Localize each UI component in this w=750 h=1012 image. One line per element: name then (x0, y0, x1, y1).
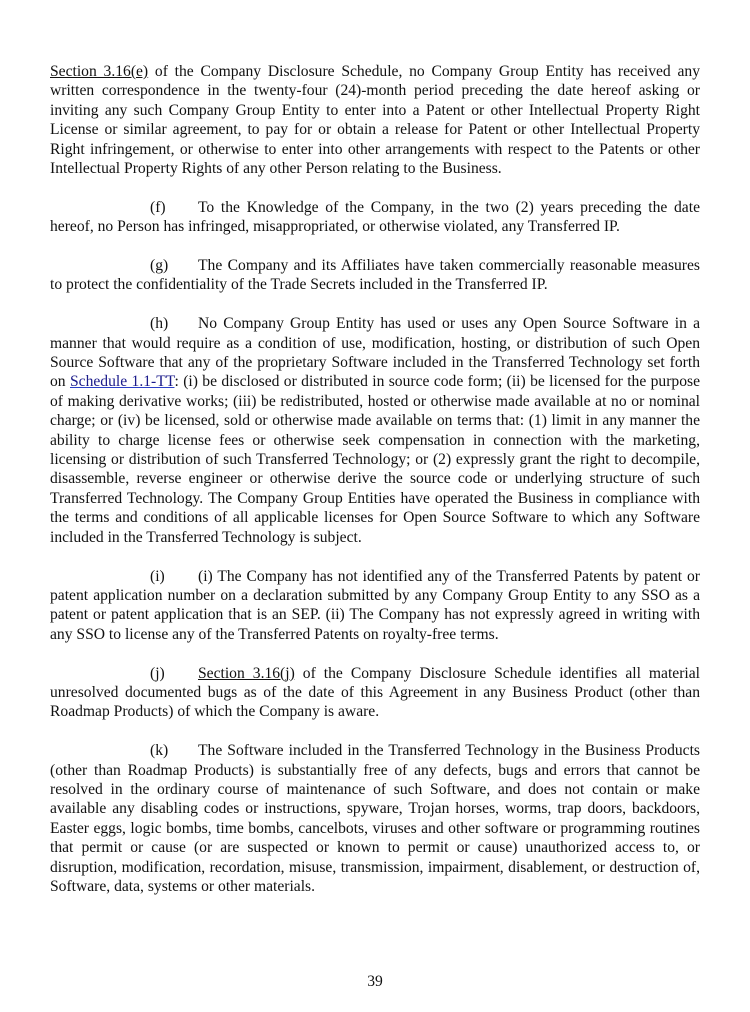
clause-label: (k) (150, 742, 169, 760)
clause-label: (g) (150, 257, 169, 275)
paragraph-j (50, 664, 700, 722)
paragraph-k (50, 741, 700, 896)
paragraph-text: The Software included in the Transferred Technology in the Business Products (other than Roadmap Products) is substantially free of any defects, bugs and errors that cannot be resolved in the ordinary course of maintenance of such Software, and does not contain or make available any disabling codes or instructions, spyware, Trojan horses, worms, trap doors, backdoors, Easter eggs, logic bombs, time bombs, cancelbots, viruses and other software or programming routines that permit or cause (or are suspected or known to permit or cause) unauthorized access to, or disruption, modification, recordation, misuse, transmission, impairment, disablement, or destruction of, Software, data, systems or other materials. (50, 742, 700, 895)
paragraph-text: (i) The Company has not identified any of the Transferred Patents by patent or patent application number on a declaration submitted by any Company Group Entity to any SSO as a patent or patent application that is an SEP. (ii) The Company has not expressly agreed in writing with any SSO to license any of the Transferred Patents on royalty-free terms. (50, 567, 700, 643)
clause-label: (i) (150, 567, 165, 585)
clause-label: (j) (150, 664, 165, 682)
paragraph-g (50, 256, 700, 295)
paragraph-text: of the Company Disclosure Schedule identifies all material unresolved documented bugs as of the date of this Agreement in any Business Product (other than Roadmap Products) of which the Company is aware. (50, 664, 700, 721)
document-page (50, 62, 700, 916)
section-reference-3-16j: Section 3.16(j) (198, 664, 295, 682)
clause-label: (h) (150, 315, 169, 333)
paragraph-f (50, 198, 700, 237)
paragraph-text: : (i) be disclosed or distributed in source code form; (ii) be licensed for the purpose of making derivative works; (iii) be redistributed, hosted or otherwise made available at no or nominal charge; or (iv) be licensed, sold or otherwise made available on terms that: (1) limit in any manner the ability to charge license fees or otherwise seek compensation in connection with the marketing, licensing or distribution of such Transferred Technology; or (2) expressly grant the right to decompile, disassemble, reverse engineer or otherwise derive the source code or underlying structure of such Transferred Technology. The Company Group Entities have operated the Business in compliance with the terms and conditions of all applicable licenses for Open Source Software to which any Software included in the Transferred Technology is subject. (50, 373, 700, 546)
paragraph-e-continued (50, 62, 700, 178)
schedule-1-1-tt-link[interactable]: Schedule 1.1-TT (69, 373, 175, 391)
section-reference-3-16e: Section 3.16(e) (50, 63, 149, 80)
paragraph-text: The Company and its Affiliates have taken commercially reasonable measures to protect the confidentiality of the Trade Secrets included in the Transferred IP. (50, 257, 700, 294)
page-number: 39 (367, 973, 383, 990)
paragraph-h (50, 314, 700, 547)
paragraph-text: of the Company Disclosure Schedule, no Company Group Entity has received any written correspondence in the twenty-four (24)-month period preceding the date hereof asking or inviting any such Company Group Entity to enter into a Patent or other Intellectual Property Right License or similar agreement, to pay for or obtain a release for Patent or other Intellectual Property Right infringement, or otherwise to enter into other arrangements with respect to the Patents or other Intellectual Property Rights of any other Person relating to the Business. (50, 63, 700, 178)
clause-label: (f) (150, 198, 166, 216)
paragraph-text: No Company Group Entity has used or uses any Open Source Software in a manner that would require as a condition of use, modification, hosting, or distribution of such Open Source Software that any of the proprietary Software included in the Transferred Technology set forth on (50, 315, 700, 391)
paragraph-text: To the Knowledge of the Company, in the two (2) years preceding the date hereof, no Person has infringed, misappropriated, or otherwise violated, any Transferred IP. (50, 198, 700, 236)
paragraph-i (50, 567, 700, 645)
